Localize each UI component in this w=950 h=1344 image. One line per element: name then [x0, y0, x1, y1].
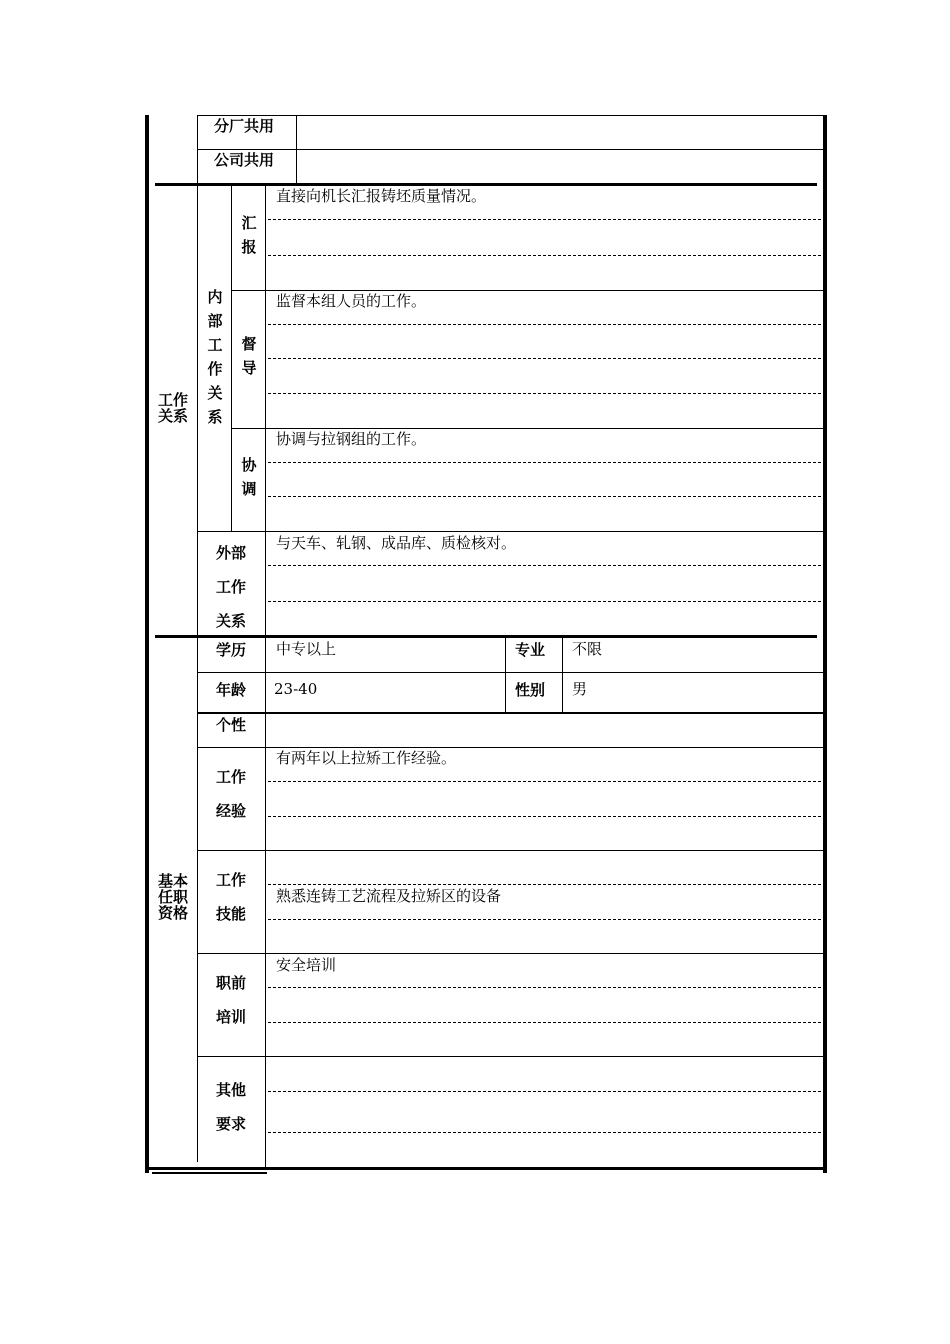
writing-line [268, 358, 821, 359]
writing-line [268, 1132, 821, 1133]
external-relations-label-line: 外部 [216, 544, 247, 562]
writing-line [268, 393, 821, 394]
skills-label-line: 技能 [216, 905, 247, 923]
writing-line [268, 781, 821, 782]
gender-value: 男 [572, 680, 588, 698]
education-value: 中专以上 [276, 640, 337, 658]
age-value: 23-40 [274, 680, 318, 698]
training-text: 安全培训 [276, 956, 337, 974]
skills-label [216, 863, 246, 931]
company-shared-label: 公司共用 [214, 151, 275, 169]
writing-line [268, 601, 821, 602]
section-divider-2 [155, 635, 817, 638]
report-text: 直接向机长汇报铸坯质量情况。 [276, 187, 487, 205]
branch-shared-label: 分厂共用 [214, 117, 275, 135]
writing-line [268, 816, 821, 817]
writing-line [268, 496, 821, 497]
outer-border-bottom-shadow [152, 1172, 267, 1174]
writing-line [268, 324, 821, 325]
writing-line [268, 255, 821, 256]
external-relations-label-line: 工作 [216, 578, 247, 596]
personality-label: 个性 [216, 716, 247, 734]
outer-border-bottom [149, 1167, 827, 1170]
writing-line [268, 565, 821, 566]
row-line-1 [297, 149, 823, 150]
skills-label-line: 工作 [216, 871, 247, 889]
training-label-line: 培训 [216, 1008, 247, 1026]
row-line-supervise [232, 428, 823, 429]
coordinate-text: 协调与拉钢组的工作。 [276, 430, 427, 448]
external-relations-label [216, 536, 246, 638]
row-line-age [198, 712, 823, 714]
col-line-content [265, 185, 266, 1168]
row-line-report [232, 290, 823, 291]
outer-border-left [145, 115, 149, 1173]
row-line-personality [198, 747, 823, 748]
external-relations-label-line: 关系 [216, 612, 247, 630]
writing-line [268, 462, 821, 463]
writing-line [268, 987, 821, 988]
training-label [216, 966, 246, 1034]
other-requirements-label [216, 1073, 246, 1141]
row-line-1b [198, 149, 297, 150]
row-line-education [198, 672, 823, 673]
training-label-line: 职前 [216, 974, 247, 992]
major-label: 专业 [515, 641, 546, 659]
major-value: 不限 [572, 640, 603, 658]
writing-line [268, 919, 821, 920]
supervise-label: 督导 [241, 335, 257, 377]
row-line-training [198, 1056, 823, 1057]
education-label: 学历 [216, 641, 247, 659]
coordinate-label: 协调 [241, 456, 257, 498]
outer-border-right [823, 115, 827, 1173]
experience-label-line: 经验 [216, 802, 247, 820]
outer-border-top [198, 115, 823, 116]
internal-relations-label: 内部工作关系 [207, 288, 223, 426]
other-requirements-label-line: 要求 [216, 1115, 247, 1133]
col-line-section [197, 115, 198, 1162]
row-line-skills [198, 953, 823, 954]
col-line-major-value [562, 637, 563, 713]
experience-label-line: 工作 [216, 768, 247, 786]
work-relations-section-label: 工作关系 [157, 391, 188, 425]
gender-label: 性别 [515, 681, 546, 699]
report-label: 汇报 [241, 214, 257, 256]
section-divider-1 [155, 183, 817, 186]
experience-label [216, 760, 246, 828]
writing-line [268, 1091, 821, 1092]
col-line-major [505, 637, 506, 713]
writing-line [268, 1022, 821, 1023]
supervise-text: 监督本组人员的工作。 [276, 292, 427, 310]
experience-text: 有两年以上拉矫工作经验。 [276, 749, 457, 767]
age-label: 年龄 [216, 681, 247, 699]
external-relations-text: 与天车、轧钢、成品库、质检核对。 [276, 534, 517, 552]
row-line-internal [198, 531, 823, 532]
col-line-internal [231, 185, 232, 531]
row-line-experience [198, 850, 823, 851]
writing-line [268, 884, 821, 885]
skills-text: 熟悉连铸工艺流程及拉矫区的设备 [276, 887, 502, 905]
writing-line [268, 219, 821, 220]
qualifications-section-label: 基本任职资格 [157, 872, 188, 922]
other-requirements-label-line: 其他 [216, 1081, 247, 1099]
